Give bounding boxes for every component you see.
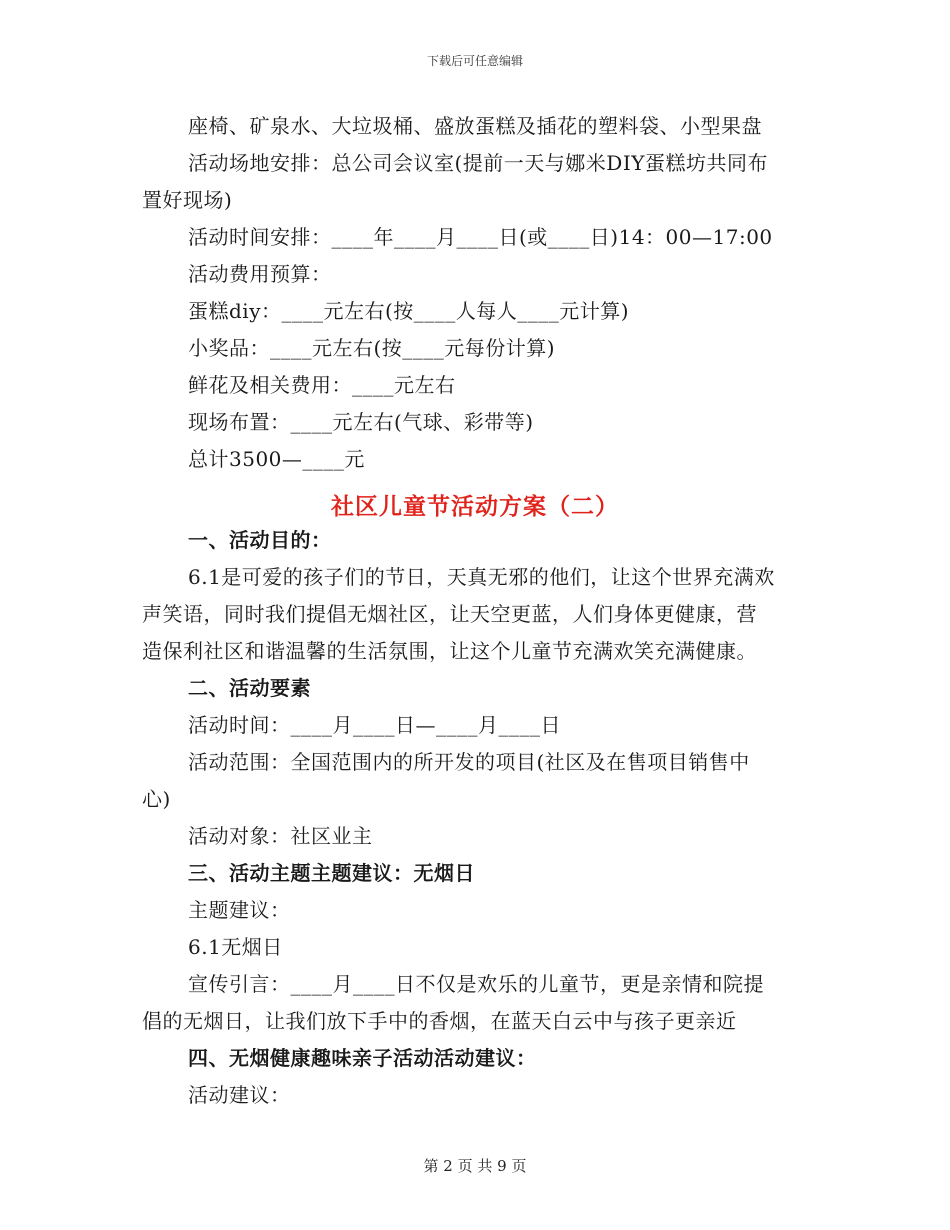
section-title: 社区儿童节活动方案（二） xyxy=(331,493,619,520)
text-line: 宣传引言：____月____日不仅是欢乐的儿童节，更是亲情和院提 xyxy=(188,972,764,996)
text-line: 倡的无烟日，让我们放下手中的香烟，在蓝天白云中与孩子更亲近 xyxy=(142,1009,737,1033)
section-heading: 三、活动主题主题建议：无烟日 xyxy=(188,861,475,885)
page-footer: 第 2 页 共 9 页 xyxy=(423,1157,527,1175)
text-line: 蛋糕diy：____元左右(按____人每人____元计算) xyxy=(188,299,630,323)
text-line: 现场布置：____元左右(气球、彩带等) xyxy=(188,410,534,434)
text-line: 主题建议： xyxy=(188,898,291,922)
text-line: 声笑语，同时我们提倡无烟社区，让天空更蓝，人们身体更健康，营 xyxy=(142,602,757,626)
section-heading: 一、活动目的： xyxy=(188,528,332,552)
text-line: 6.1无烟日 xyxy=(188,935,283,959)
text-line: 小奖品：____元左右(按____元每份计算) xyxy=(188,336,556,360)
text-line: 活动对象：社区业主 xyxy=(188,824,373,848)
section-heading: 四、无烟健康趣味亲子活动活动建议： xyxy=(188,1046,537,1070)
text-line: 鲜花及相关费用：____元左右 xyxy=(188,373,456,397)
text-line: 6.1是可爱的孩子们的节日，天真无邪的他们，让这个世界充满欢 xyxy=(188,565,775,589)
text-line: 活动时间：____月____日—____月____日 xyxy=(188,713,561,737)
text-line: 造保利社区和谐温馨的生活氛围，让这个儿童节充满欢笑充满健康。 xyxy=(142,639,757,663)
text-line: 活动费用预算： xyxy=(188,262,332,286)
text-line: 座椅、矿泉水、大垃圾桶、盛放蛋糕及插花的塑料袋、小型果盘 xyxy=(188,114,762,138)
text-line: 心) xyxy=(142,787,171,811)
page-header: 下载后可任意编辑 xyxy=(426,54,523,68)
section-heading: 二、活动要素 xyxy=(188,676,311,700)
text-line: 总计3500—____元 xyxy=(188,447,365,471)
text-line: 活动范围：全国范围内的所开发的项目(社区及在售项目销售中 xyxy=(188,750,750,774)
text-line: 置好现场) xyxy=(142,188,233,212)
text-line: 活动建议： xyxy=(188,1083,291,1107)
text-line: 活动时间安排：____年____月____日(或____日)14：00—17:00 xyxy=(188,225,773,249)
text-line: 活动场地安排：总公司会议室(提前一天与娜米DIY蛋糕坊共同布 xyxy=(188,151,768,175)
